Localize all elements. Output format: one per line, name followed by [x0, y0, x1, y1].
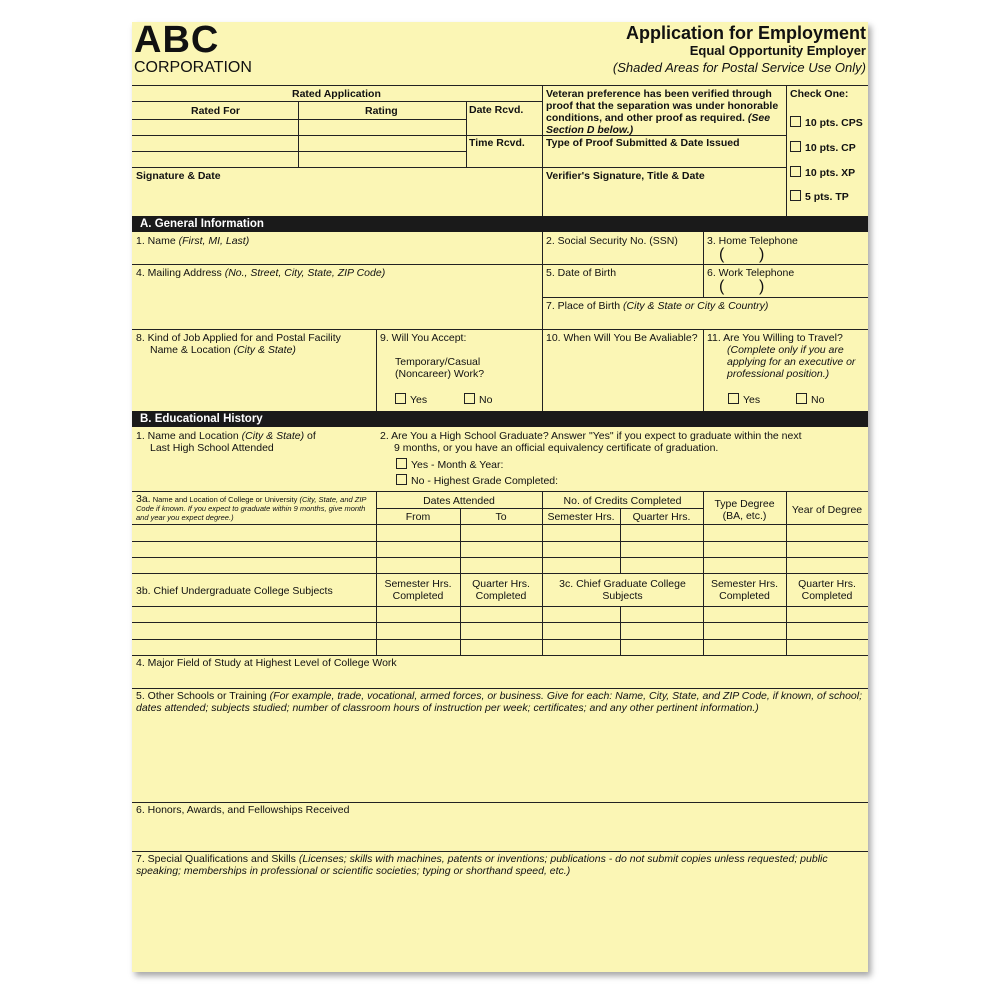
- travel-hint: (Complete only if you are applying for an executive or professional position.): [727, 344, 856, 380]
- ssn-field-label[interactable]: 2. Social Security No. (SSN): [546, 235, 678, 247]
- hs-yes-option[interactable]: Yes - Month & Year:: [396, 458, 503, 471]
- veteran-preference-text: Veteran preference has been verified through proof that the separation was under honorable conditions, and other proof as required. (See Section D below.): [546, 88, 779, 136]
- job-applied-label[interactable]: 8. Kind of Job Applied for and Postal Facility: [136, 332, 341, 344]
- paren-close: ): [759, 246, 765, 263]
- date-rcvd-label: Date Rcvd.: [469, 104, 524, 116]
- rating-label: Rating: [365, 105, 398, 117]
- grad-semester-completed: Completed: [719, 590, 770, 602]
- hs-graduate-question-2: 9 months, or you have an official equivalency certificate of graduation.: [394, 442, 719, 454]
- dates-attended-header: Dates Attended: [423, 495, 495, 507]
- semester-hrs-header: Semester Hrs.: [547, 511, 615, 523]
- type-degree-hint: (BA, etc.): [722, 510, 767, 522]
- place-of-birth-label[interactable]: 7. Place of Birth (City & State or City & Country): [546, 300, 769, 312]
- grad-quarter-header: Quarter Hrs.: [798, 578, 856, 590]
- date-of-birth-label[interactable]: 5. Date of Birth: [546, 267, 617, 279]
- grad-semester-header: Semester Hrs.: [710, 578, 779, 590]
- paren-open: (: [719, 246, 725, 263]
- will-you-accept-label: 9. Will You Accept:: [380, 332, 467, 344]
- mailing-address-label[interactable]: 4. Mailing Address (No., Street, City, State, ZIP Code): [136, 267, 386, 279]
- grad-subjects-label-2: Subjects: [602, 590, 643, 602]
- name-field-label[interactable]: 1. Name (First, MI, Last): [136, 235, 250, 247]
- signature-date-label: Signature & Date: [136, 170, 221, 182]
- quarter-hrs-header: Quarter Hrs.: [632, 511, 691, 523]
- undergrad-quarter-completed: Completed: [475, 590, 527, 602]
- checkbox[interactable]: [396, 458, 407, 469]
- travel-yes-option[interactable]: Yes: [728, 393, 760, 406]
- company-name: CORPORATION: [134, 59, 252, 76]
- check-option-xp[interactable]: 10 pts. XP: [790, 166, 855, 179]
- check-one-label: Check One:: [790, 88, 849, 100]
- noncareer-label: (Noncareer) Work?: [395, 368, 485, 380]
- major-field-label[interactable]: 4. Major Field of Study at Highest Level of College Work: [136, 657, 397, 669]
- other-schools-label[interactable]: 5. Other Schools or Training (For example, trade, vocational, armed forces, or business. Give for each: Name, City, State, and ZIP Code, if known, of school; dates attended; subjects studied; number of classroom hours of instruction per week; certificates; and any other pertinent information.): [136, 690, 863, 714]
- rated-application-label: Rated Application: [292, 88, 381, 100]
- check-option-cps[interactable]: 10 pts. CPS: [790, 116, 863, 129]
- high-school-label[interactable]: 1. Name and Location (City & State) of: [136, 430, 316, 442]
- paren-open: (: [719, 278, 725, 295]
- verifier-label: Verifier's Signature, Title & Date: [546, 170, 705, 182]
- checkbox[interactable]: [790, 116, 801, 127]
- form-note: (Shaded Areas for Postal Service Use Only): [612, 60, 866, 75]
- section-a-header: A. General Information: [132, 216, 868, 232]
- checkbox[interactable]: [728, 393, 739, 404]
- rated-for-label: Rated For: [191, 105, 241, 117]
- job-applied-label-2: Name & Location (City & State): [150, 344, 296, 356]
- form-subtitle: Equal Opportunity Employer: [689, 43, 866, 58]
- check-option-cp[interactable]: 10 pts. CP: [790, 141, 856, 154]
- availability-label[interactable]: 10. When Will You Be Avaliable?: [546, 332, 698, 344]
- type-degree-header: Type Degree: [714, 498, 775, 510]
- special-qualifications-label[interactable]: 7. Special Qualifications and Skills (Licenses; skills with machines, patents or inventions; publications - do not submit copies unless requested; public speaking; memberships in professional or scientific societies; typing or shorthand speed, etc.): [136, 853, 828, 877]
- paren-close: ): [759, 278, 765, 295]
- checkbox[interactable]: [790, 190, 801, 201]
- accept-no-option[interactable]: No: [464, 393, 492, 406]
- undergrad-semester-header: Semester Hrs.: [384, 578, 452, 590]
- checkbox[interactable]: [790, 166, 801, 177]
- work-telephone-label[interactable]: 6. Work Telephone: [707, 267, 795, 279]
- section-b-header: B. Educational History: [132, 411, 868, 427]
- checkbox[interactable]: [790, 141, 801, 152]
- type-of-proof-label: Type of Proof Submitted & Date Issued: [546, 137, 740, 149]
- checkbox[interactable]: [796, 393, 807, 404]
- honors-label[interactable]: 6. Honors, Awards, and Fellowships Received: [136, 804, 350, 816]
- undergrad-subjects-label: 3b. Chief Undergraduate College Subjects: [136, 585, 333, 597]
- time-rcvd-label: Time Rcvd.: [469, 137, 525, 149]
- travel-no-option[interactable]: No: [796, 393, 824, 406]
- company-logo: ABC: [134, 19, 220, 61]
- accept-yes-option[interactable]: Yes: [395, 393, 427, 406]
- credits-completed-header: No. of Credits Completed: [563, 495, 682, 507]
- high-school-label-2: Last High School Attended: [150, 442, 274, 454]
- application-form: [132, 19, 868, 972]
- grad-quarter-completed: Completed: [801, 590, 853, 602]
- check-option-tp[interactable]: 5 pts. TP: [790, 190, 849, 203]
- hs-graduate-question: 2. Are You a High School Graduate? Answer "Yes" if you expect to graduate within the next: [380, 430, 802, 442]
- checkbox[interactable]: [395, 393, 406, 404]
- travel-label: 11. Are You Willing to Travel?: [707, 332, 843, 344]
- hs-no-option[interactable]: No - Highest Grade Completed:: [396, 474, 558, 487]
- checkbox[interactable]: [396, 474, 407, 485]
- temporary-casual-label: Temporary/Casual: [395, 356, 481, 368]
- college-label: 3a. Name and Location of College or University (City, State, and ZIP Code if known. If you expect to graduate within 9 months, give month and year you expect degree.): [136, 493, 367, 522]
- undergrad-quarter-header: Quarter Hrs.: [472, 578, 530, 590]
- from-header: From: [405, 511, 431, 523]
- form-title: Application for Employment: [625, 23, 866, 43]
- checkbox[interactable]: [464, 393, 475, 404]
- year-degree-header: Year of Degree: [791, 504, 863, 516]
- grad-subjects-label: 3c. Chief Graduate College: [559, 578, 686, 590]
- home-telephone-label[interactable]: 3. Home Telephone: [707, 235, 798, 247]
- to-header: To: [495, 511, 507, 523]
- undergrad-semester-completed: Completed: [392, 590, 444, 602]
